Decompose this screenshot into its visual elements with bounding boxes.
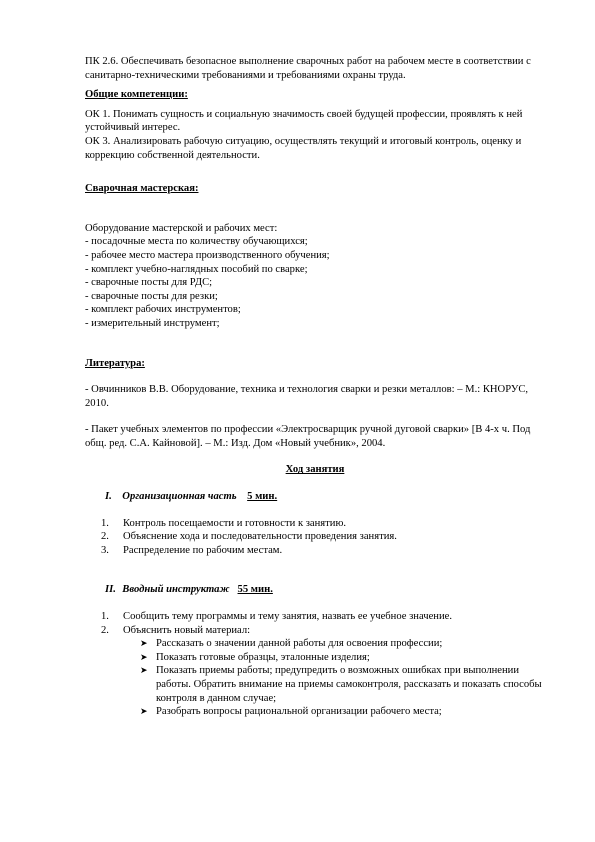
- equipment-item: - рабочее место мастера производственного обучения;: [85, 249, 330, 261]
- equipment-item: - сварочные посты для резки;: [85, 290, 218, 302]
- pk-paragraph: ПК 2.6. Обеспечивать безопасное выполнение сварочных работ на рабочем месте в соответствии с санитарно-техническими требованиями и требованиями охраны труда.: [85, 56, 531, 81]
- equipment-title: Оборудование мастерской и рабочих мест:: [85, 222, 278, 234]
- list-item: 1. Сообщить тему программы и тему занятия, назвать ее учебное значение.: [101, 611, 452, 623]
- section-number: II.: [105, 584, 116, 596]
- equipment-item: - комплект рабочих инструментов;: [85, 304, 241, 316]
- sub-list-item: ➤ Показать готовые образцы, эталонные изделия;: [140, 651, 370, 663]
- equipment-item: - комплект учебно-наглядных пособий по сварке;: [85, 263, 308, 275]
- arrow-bullet-icon: ➤: [140, 706, 148, 717]
- workshop-heading: Сварочная мастерская:: [85, 183, 199, 195]
- section-title: Вводный инструктаж: [122, 584, 230, 596]
- ok1-paragraph: ОК 1. Понимать сущность и социальную значимость своей будущей профессии, проявлять к ней устойчивый интерес.: [85, 108, 523, 134]
- equipment-item: - сварочные посты для РДС;: [85, 277, 213, 289]
- ok3-paragraph: ОК 3. Анализировать рабочую ситуацию, осуществлять текущий и итоговый контроль, оценку и коррекцию собственной деятельности.: [85, 135, 522, 161]
- section-time: 55 мин.: [237, 584, 273, 596]
- section-2-sublist: [85, 637, 545, 719]
- sub-list-item: ➤ Разобрать вопросы рациональной организации рабочего места;: [140, 706, 442, 718]
- section-number: I.: [105, 491, 112, 503]
- literature-item: - Пакет учебных элементов по профессии «Электросварщик ручной дуговой сварки» [В 4-х ч. Под общ. ред. С.А. Кайновой]. – М.: Изд. Дом «Новый учебник», 2004.: [85, 424, 531, 449]
- equipment-item: - измерительный инструмент;: [85, 317, 220, 329]
- list-item: 1. Контроль посещаемости и готовности к занятию.: [101, 517, 347, 529]
- arrow-bullet-icon: ➤: [140, 638, 148, 649]
- list-item: 3. Распределение по рабочим местам.: [101, 544, 283, 556]
- document-page: [85, 55, 545, 719]
- sub-list-item: ➤ Рассказать о значении данной работы для освоения профессии;: [140, 638, 443, 650]
- literature-item: - Овчинников В.В. Оборудование, техника и технология сварки и резки металлов: – М.: КНОРУС, 2010.: [85, 384, 529, 409]
- arrow-bullet-icon: ➤: [140, 665, 148, 676]
- course-heading: Ход занятия: [285, 464, 345, 476]
- list-item: 2. Объяснить новый материал:: [101, 624, 251, 636]
- section-time: 5 мин.: [247, 491, 278, 503]
- section-2-list: [85, 610, 545, 637]
- section-1-list: [85, 517, 545, 558]
- section-1-heading: [105, 490, 545, 504]
- equipment-item: - посадочные места по количеству обучающихся;: [85, 236, 308, 248]
- list-item: 2. Объяснение хода и последовательности проведения занятия.: [101, 531, 397, 543]
- section-title: Организационная часть: [122, 491, 237, 503]
- section-2-heading: [105, 583, 545, 597]
- sub-list-item: ➤ Показать приемы работы; предупредить о возможных ошибках при выполнении работы. Обратить внимание на приемы самоконтроля, рассказать и показать способы контроля в данном случае;: [140, 665, 542, 704]
- arrow-bullet-icon: ➤: [140, 651, 148, 662]
- literature-heading: Литература:: [85, 357, 145, 369]
- general-competencies-heading: Общие компетенции:: [85, 89, 188, 101]
